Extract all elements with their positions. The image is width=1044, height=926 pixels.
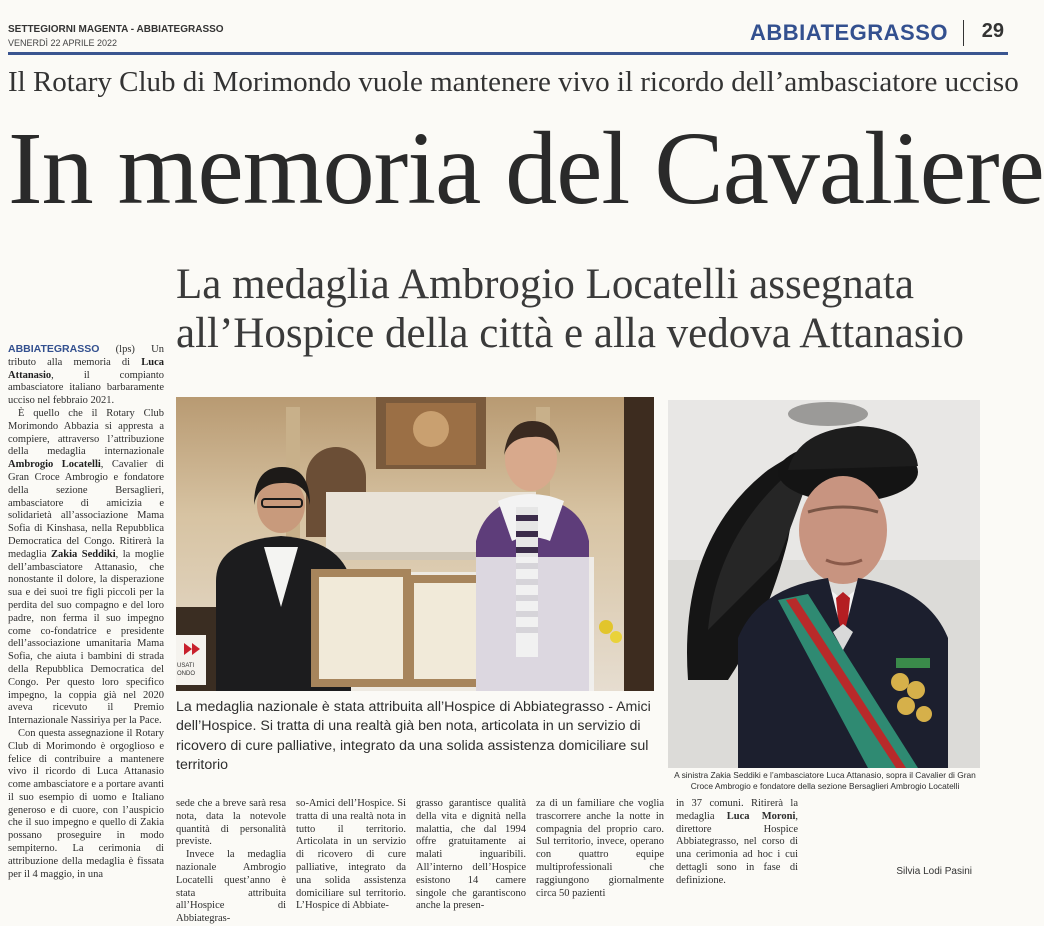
person-name: Luca Attanasio	[8, 356, 165, 381]
person-name: Ambrogio Locatelli	[8, 459, 101, 471]
person-name: Luca Moroni	[726, 810, 796, 822]
text-run: , direttore Hospice Abbiategrasso, nel corso di una cerimonia ad hoc i cui dettagli sono in fase di definizione.	[676, 810, 798, 886]
paragraph: so-Amici dell’Hospice. Si tratta di una realtà nota in tutto il territorio. Articolata in un servizio di ricovero di cure palliative, integrato da una solida assistenza domiciliare sul territorio. L’Hospice di Abbiate-	[296, 798, 406, 912]
paragraph	[676, 798, 798, 888]
paragraph: sede che a breve sarà resa nota, data la notevole quantità di personalità previste.	[176, 798, 286, 848]
photo-illustration	[668, 400, 980, 768]
paragraph: Invece la medaglia nazionale Ambrogio Locatelli quest’anno è stata attribuita all’Hospice di Abbiategras-	[176, 849, 286, 925]
photo-illustration	[176, 397, 654, 691]
paragraph	[8, 408, 164, 728]
text-run: Un tributo alla memoria di	[8, 344, 164, 368]
body-column-1	[8, 343, 164, 881]
text-run: , il compianto ambasciatore italiano barbaramente ucciso nel febbraio 2021.	[8, 369, 164, 407]
header-rule	[8, 52, 1008, 55]
section-title: ABBIATEGRASSO	[750, 20, 948, 45]
subhead-line-1: La medaglia Ambrogio Locatelli assegnata	[176, 261, 914, 308]
paragraph: za di un familiare che voglia trascorrere anche la notte in compagnia del proprio caro. Sul territorio, invece, operano con quattro equipe multiprofessionali che raggiungono giornalmente circa 50 pazienti	[536, 798, 664, 899]
person-name: Zakia Seddiki	[51, 548, 116, 560]
body-column-4	[416, 798, 526, 913]
subhead-line-2: all’Hospice della città e alla vedova Attanasio	[176, 310, 965, 358]
text-run: È quello che il Rotary Club Morimondo Abbazia si appresta a compiere, attraverso l’attribuzione della medaglia internazionale	[8, 407, 164, 458]
text-run: , la moglie dell’ambasciatore Attanasio, che nonostante il dolore, la disperazione sua e dei suoi tre figli piccoli per la perdita del suo compagno e del loro padre, non ferma il suo impegno come co-fondatrice e presidente dell’associazione umanitaria Mama Sofia, che aiuta i bambini di strada della Repubblica Democratica del Congo. Per questo loro specifico impegno, la coppia già nel 2020 aveva ricevuto il Premio Internazionale Nassiriya per la Pace.	[8, 548, 164, 727]
paragraph	[8, 343, 164, 408]
body-column-5	[536, 798, 664, 900]
body-column-3	[296, 798, 406, 913]
text-run: in 37 comuni. Ritirerà la medaglia	[676, 798, 798, 822]
page-number-divider	[963, 20, 965, 46]
publication-name: SETTEGIORNI MAGENTA - ABBIATEGRASSO	[8, 24, 224, 35]
author-byline: Silvia Lodi Pasini	[896, 866, 972, 877]
photo-zakia-and-luca	[176, 397, 654, 691]
article-headline: In memoria del Cavaliere	[8, 111, 1044, 226]
text-run: , Cavalier di Gran Croce Ambrogio e fondatore della sezione Bersaglieri, ambasciatore di amicizia e solidarietà all’associazione Mama Sofia di Kinshasa, nella Repubblica Democratica del Congo. Ritirerà la medaglia	[8, 459, 164, 560]
body-column-6	[676, 798, 798, 888]
dateline: ABBIATEGRASSO	[8, 343, 100, 355]
paragraph: Con questa assegnazione il Rotary Club di Morimondo è orgoglioso e felice di contribuire a mantenere vivo il ricordo di Luca Attanasio come ambasciatore e a portare avanti il suo esempio di uomo e Italiano generoso e di cuore, con l’auspicio che il suo impegno e quello di Zakia possano proseguire in modo sempiterno. La cerimonia di attribuzione della medaglia è fissata per il 4 maggio, in una	[8, 727, 164, 880]
photo-caption-main: La medaglia nazionale è stata attribuita all’Hospice di Abbiategrasso - Amici dell’Hospice. Si tratta di una realtà già ben nota, articolata in un servizio di ricovero di cure palliative, integrato da una solida assistenza domiciliare sul territorio	[176, 699, 651, 773]
paragraph: grasso garantisce qualità della vita e dignità nella malattia, che dal 1994 offre gratuitamente ai malati inguaribili. All’interno dell’Hospice esistono 14 camere singole che garantiscono anche la presen-	[416, 798, 526, 912]
article-kicker: Il Rotary Club di Morimondo vuole mantenere vivo il ricordo dell’ambasciatore ucciso	[8, 66, 1019, 98]
article-subhead	[176, 260, 1006, 358]
issue-date: VENERDÌ 22 APRILE 2022	[8, 38, 118, 48]
photo-logo-text: USATI	[177, 663, 195, 669]
photo-caption-credits: A sinistra Zakia Seddiki e l’ambasciatore Luca Attanasio, sopra il Cavalier di Gran Croce Ambrogio e fondatore della sezione Bersaglieri Ambrogio Locatelli	[674, 770, 976, 791]
photo-logo-text: ONDO	[177, 671, 195, 677]
page-number: 29	[981, 20, 1004, 42]
photo-ambrogio-locatelli	[668, 400, 980, 768]
agency-code: (lps)	[115, 344, 135, 355]
body-column-2	[176, 798, 286, 926]
page-header	[8, 14, 1012, 54]
